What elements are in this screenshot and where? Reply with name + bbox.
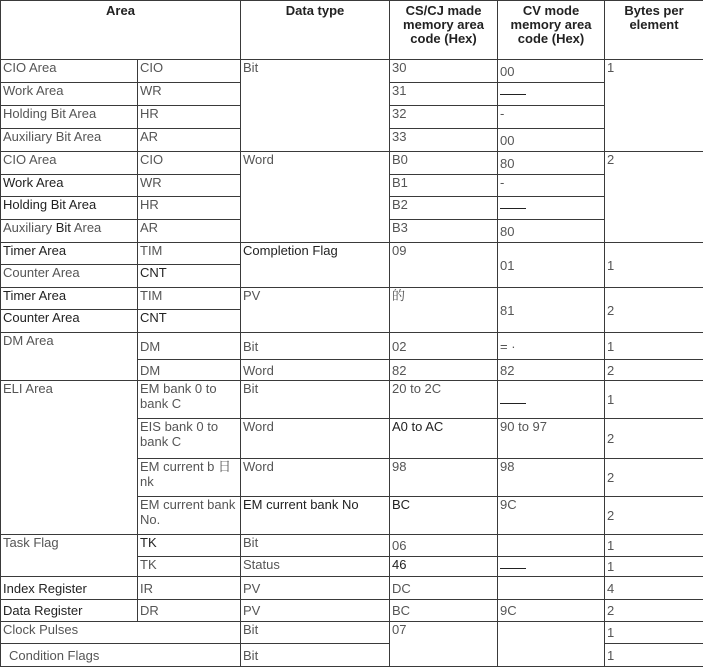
table-row xyxy=(1,535,703,557)
cv-code: 80 xyxy=(498,220,605,243)
area-name: Condition Flags xyxy=(1,644,241,667)
cscj-code: B3 xyxy=(390,220,498,243)
data-type: Bit xyxy=(241,60,390,152)
cv-code: 00 xyxy=(498,60,605,83)
header-bytes: Bytes per element xyxy=(605,1,703,60)
bytes: 2 xyxy=(605,497,703,535)
cscj-code: 31 xyxy=(390,83,498,106)
area-abbr: CIO xyxy=(138,60,241,83)
cv-code xyxy=(498,557,605,577)
data-type: PV xyxy=(241,577,390,600)
data-type: Bit xyxy=(241,535,390,557)
bytes: 2 xyxy=(605,288,703,333)
cscj-code: 07 xyxy=(390,622,498,667)
cscj-code: 32 xyxy=(390,106,498,129)
bytes: 1 xyxy=(605,622,703,644)
cv-code xyxy=(498,577,605,600)
cv-code xyxy=(498,83,605,106)
area-abbr: CNT xyxy=(138,310,241,333)
cscj-code: 20 to 2C xyxy=(390,381,498,419)
table-row xyxy=(1,333,703,360)
area-abbr: TK xyxy=(138,557,241,577)
cscj-code: 33 xyxy=(390,129,498,152)
cv-code xyxy=(498,197,605,220)
cv-code: 9C xyxy=(498,600,605,622)
area-name: CIO Area xyxy=(1,60,138,83)
area-name: Timer Area xyxy=(1,288,138,310)
area-name: Holding Bit Area xyxy=(1,197,138,220)
cscj-code: B1 xyxy=(390,175,498,197)
area-abbr: DR xyxy=(138,600,241,622)
cv-code: 00 xyxy=(498,129,605,152)
bytes: 1 xyxy=(605,557,703,577)
cscj-code: 09 xyxy=(390,243,498,288)
header-cscj-code: CS/CJ made memory area code (Hex) xyxy=(390,1,498,60)
area-abbr: IR xyxy=(138,577,241,600)
area-name: Timer Area xyxy=(1,243,138,265)
area-abbr: HR xyxy=(138,197,241,220)
area-name: Counter Area xyxy=(1,265,138,288)
cscj-code: 46 xyxy=(390,557,498,577)
area-name: Task Flag xyxy=(1,535,138,577)
area-name: Counter Area xyxy=(1,310,138,333)
cv-code: 80 xyxy=(498,152,605,175)
bytes: 1 xyxy=(605,644,703,667)
cscj-code: 06 xyxy=(390,535,498,557)
area-name: DM Area xyxy=(1,333,138,381)
table-row xyxy=(1,600,703,622)
area-abbr: WR xyxy=(138,83,241,106)
area-abbr: CIO xyxy=(138,152,241,175)
cv-code: - xyxy=(498,175,605,197)
area-name xyxy=(1,220,138,243)
header-cv-code: CV mode memory area code (Hex) xyxy=(498,1,605,60)
cscj-code: 的 xyxy=(390,288,498,333)
area-name-part: Auxiliary xyxy=(3,220,56,235)
cv-code xyxy=(498,381,605,419)
bytes: 1 xyxy=(605,60,703,152)
area-abbr: EM bank 0 to bank C xyxy=(138,381,241,419)
table-row xyxy=(1,152,703,175)
cv-code: - xyxy=(498,106,605,129)
data-type: PV xyxy=(241,288,390,333)
header-data-type: Data type xyxy=(241,1,390,60)
area-abbr: DM xyxy=(138,360,241,381)
cv-code: 01 xyxy=(498,243,605,288)
area-name-part: Bit xyxy=(55,220,71,235)
data-type: PV xyxy=(241,600,390,622)
cscj-code: B2 xyxy=(390,197,498,220)
cv-code xyxy=(498,535,605,557)
dash-mark xyxy=(500,403,526,404)
area-abbr: DM xyxy=(138,333,241,360)
data-type: Word xyxy=(241,152,390,243)
bytes: 2 xyxy=(605,152,703,243)
area-abbr: TIM xyxy=(138,243,241,265)
data-type: Status xyxy=(241,557,390,577)
cscj-code: 98 xyxy=(390,459,498,497)
table-row xyxy=(1,381,703,419)
area-abbr: HR xyxy=(138,106,241,129)
table-row xyxy=(1,243,703,265)
area-abbr: EM current b 日 nk xyxy=(138,459,241,497)
data-type: Bit xyxy=(241,622,390,644)
bytes: 2 xyxy=(605,600,703,622)
area-name: Work Area xyxy=(1,83,138,106)
data-type: Word xyxy=(241,360,390,381)
bytes: 1 xyxy=(605,333,703,360)
cv-code: 90 to 97 xyxy=(498,419,605,459)
bytes: 4 xyxy=(605,577,703,600)
cv-code: 82 xyxy=(498,360,605,381)
cscj-code: DC xyxy=(390,577,498,600)
table-row xyxy=(1,60,703,83)
area-abbr: EM current bank No. xyxy=(138,497,241,535)
dash-mark xyxy=(500,94,526,95)
area-abbr: CNT xyxy=(138,265,241,288)
area-name: Auxiliary Bit Area xyxy=(1,129,138,152)
header-area: Area xyxy=(1,1,241,60)
area-abbr: WR xyxy=(138,175,241,197)
data-type: Completion Flag xyxy=(241,243,390,288)
data-type: Word xyxy=(241,419,390,459)
bytes: 1 xyxy=(605,243,703,288)
cv-code: 81 xyxy=(498,288,605,333)
area-abbr: TIM xyxy=(138,288,241,310)
data-type: Bit xyxy=(241,381,390,419)
area-name: Holding Bit Area xyxy=(1,106,138,129)
cv-code xyxy=(498,622,605,667)
dash-mark xyxy=(500,208,526,209)
area-name: Data Register xyxy=(1,600,138,622)
area-name: Clock Pulses xyxy=(1,622,241,644)
area-abbr: AR xyxy=(138,220,241,243)
bytes: 1 xyxy=(605,535,703,557)
bytes: 1 xyxy=(605,381,703,419)
data-type: Bit xyxy=(241,333,390,360)
table-row xyxy=(1,577,703,600)
bytes: 2 xyxy=(605,360,703,381)
data-type: Bit xyxy=(241,644,390,667)
area-abbr: EIS bank 0 to bank C xyxy=(138,419,241,459)
area-name: Index Register xyxy=(1,577,138,600)
cscj-code: 82 xyxy=(390,360,498,381)
area-name: CIO Area xyxy=(1,152,138,175)
area-name: ELI Area xyxy=(1,381,138,535)
table-row xyxy=(1,288,703,310)
cscj-code: B0 xyxy=(390,152,498,175)
dash-mark xyxy=(500,568,526,569)
table-row xyxy=(1,622,703,644)
area-name: Work Area xyxy=(1,175,138,197)
bytes: 2 xyxy=(605,459,703,497)
data-type: EM current bank No xyxy=(241,497,390,535)
cscj-code: BC xyxy=(390,600,498,622)
cscj-code: 02 xyxy=(390,333,498,360)
area-abbr: TK xyxy=(138,535,241,557)
cv-code: 98 xyxy=(498,459,605,497)
cscj-code: A0 to AC xyxy=(390,419,498,459)
data-type: Word xyxy=(241,459,390,497)
bytes: 2 xyxy=(605,419,703,459)
header-row xyxy=(1,1,703,60)
cv-code: 9C xyxy=(498,497,605,535)
area-name-part: Area xyxy=(70,220,102,235)
cv-code: = · xyxy=(498,333,605,360)
cscj-code: 30 xyxy=(390,60,498,83)
cscj-code: BC xyxy=(390,497,498,535)
area-abbr: AR xyxy=(138,129,241,152)
